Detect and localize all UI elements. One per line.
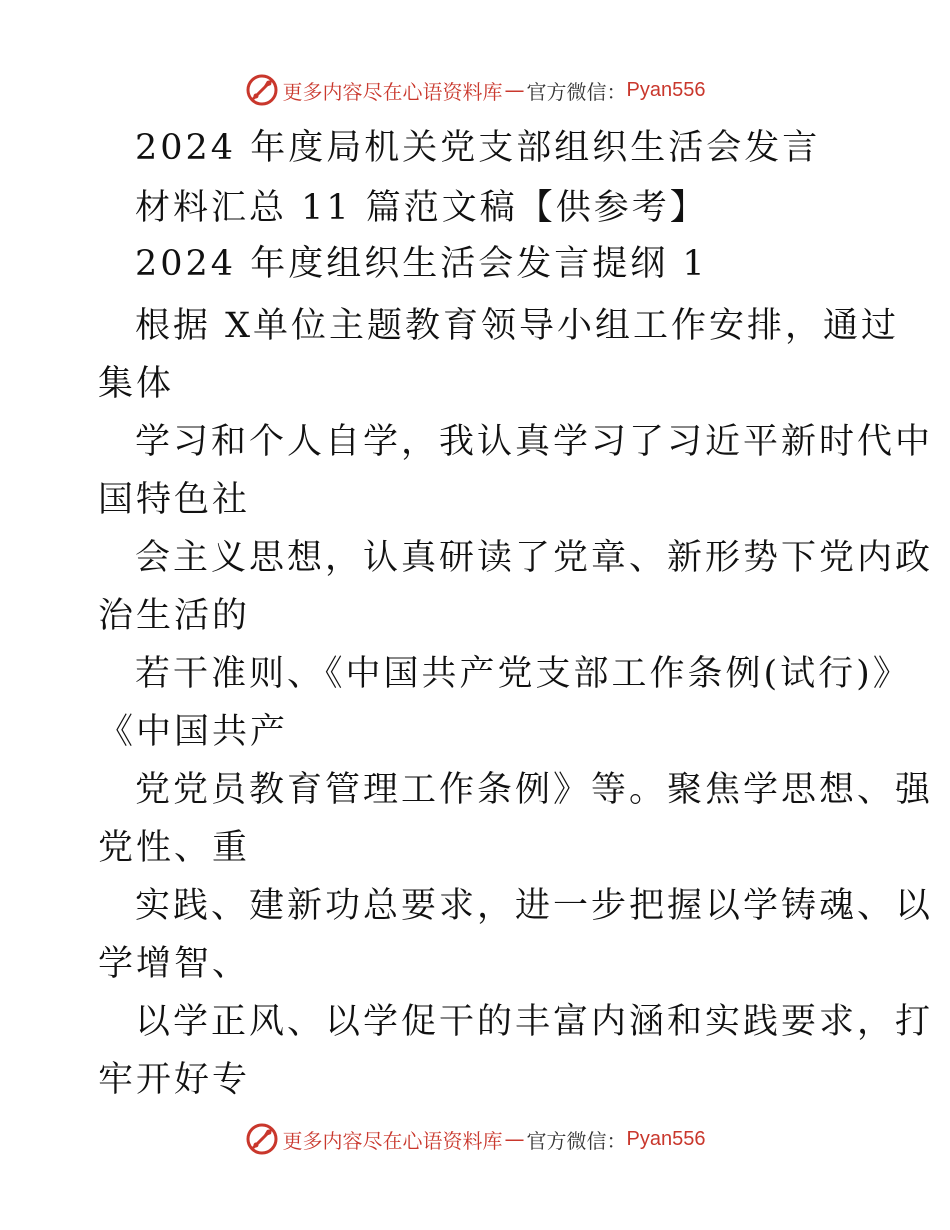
text-line: 根据 X单位主题教育领导小组工作安排，通过	[135, 306, 900, 346]
text-line: 党党员教育管理工作条例》等。聚焦学思想、强	[135, 770, 934, 810]
section-heading: 2024 年度组织生活会发言提纲 1	[135, 244, 708, 284]
text-line: 会主义思想，认真研读了党章、新形势下党内政	[135, 538, 934, 578]
banner-text: 更多内容尽在心语资料库	[282, 79, 503, 104]
text-line: 《中国共产	[98, 712, 289, 752]
banner-label: 官方微信：	[526, 79, 627, 104]
text-line: 国特色社	[98, 480, 251, 520]
quill-seal-icon	[245, 1122, 279, 1156]
banner-wechat-id: Pyan556	[626, 78, 706, 101]
banner-wechat-id: Pyan556	[626, 1127, 706, 1150]
text-line: 若干准则、《中国共产党支部工作条例(试行)》	[135, 654, 911, 694]
text-line: 牢开好专	[98, 1060, 251, 1100]
header-banner	[0, 70, 950, 110]
text-line: 以学正风、以学促干的丰富内涵和实践要求，打	[135, 1002, 934, 1042]
banner-separator: —	[504, 1127, 525, 1151]
text-line: 集体	[98, 364, 175, 404]
banner-separator: —	[504, 78, 525, 102]
text-line: 学增智、	[98, 944, 251, 984]
footer-banner	[0, 1119, 950, 1159]
banner-text: 更多内容尽在心语资料库	[282, 1128, 503, 1153]
title-line-2: 材料汇总 11 篇范文稿【供参考】	[135, 188, 708, 228]
banner-label: 官方微信：	[526, 1128, 627, 1153]
text-line: 学习和个人自学，我认真学习了习近平新时代中	[135, 422, 934, 462]
title-line-1: 2024 年度局机关党支部组织生活会发言	[135, 128, 821, 168]
text-line: 党性、重	[98, 828, 251, 868]
text-line: 实践、建新功总要求，进一步把握以学铸魂、以	[135, 886, 934, 926]
quill-seal-icon	[245, 73, 279, 107]
text-line: 治生活的	[98, 596, 251, 636]
